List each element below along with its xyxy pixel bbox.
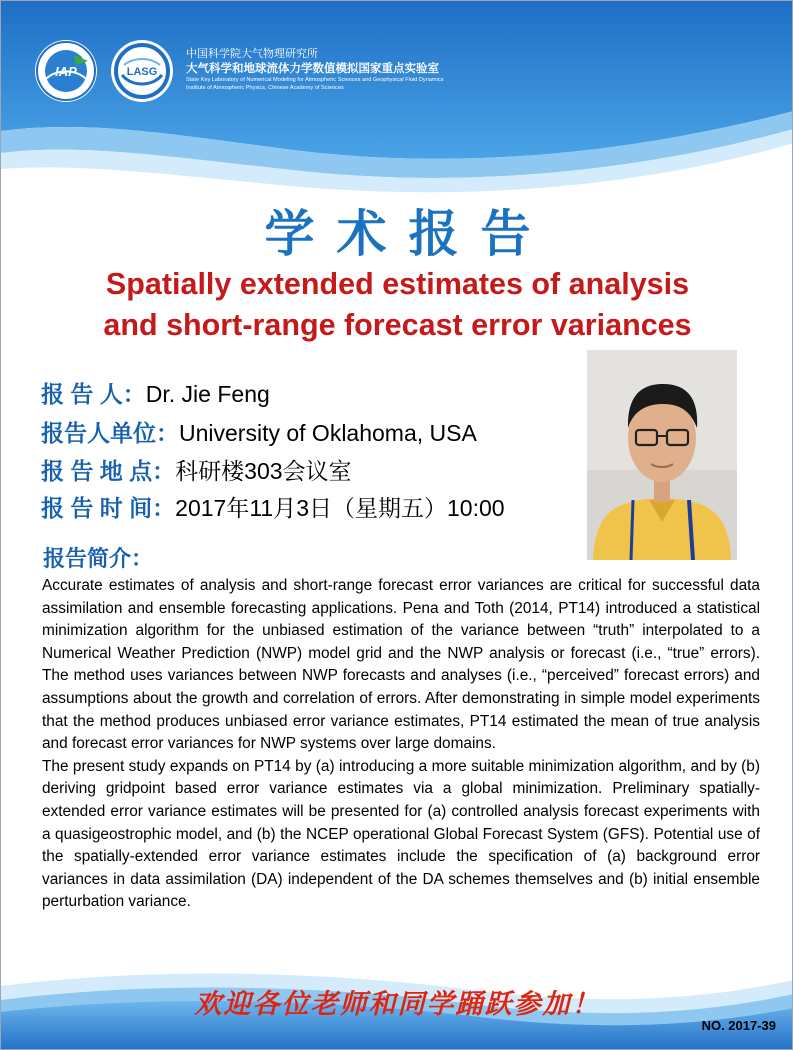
affiliation-label: 报告人单位： [41,420,179,446]
welcome-message: 欢迎各位老师和同学踊跃参加！ [194,989,601,1020]
abstract-body [42,575,760,914]
time-label: 报 告 时 间： [41,495,176,521]
location-value: 科研楼303会议室 [175,458,352,484]
affiliation-value: University of Oklahoma, USA [179,420,477,446]
institute-name-cas: 中国科学院大气物理研究所 [186,48,318,60]
speaker-value: Dr. Jie Feng [145,381,270,407]
lasg-logo-text: LASG [126,66,158,78]
time-row [41,490,505,523]
speaker-label: 报 告 人： [41,381,146,407]
affiliation-row [41,415,477,448]
iap-logo-icon [34,39,98,103]
iap-logo-text: IAP [55,64,77,79]
abstract-paragraph-2: The present study expands on PT14 by (a) introducing a more suitable minimization algorithm, and by (b) deriving gridpoint based error variance estimates via a global minimization. Preliminary spatially-extended error variance estimates will be presented for (a) controlled analysis forecast experiments with a quasigeostrophic model, and (b) the NCEP operational Global Forecast System (GFS). Potential use of the spatially-extended error variance estimates include the specification of (a) background error variances in data assimilation (DA) independent of the DA schemes themselves and (b) initial ensemble perturbation variance. [42,757,760,911]
location-label: 报 告 地 点： [41,458,176,484]
talk-title-line2: and short-range forecast error variances [103,308,692,342]
poster-number: NO. 2017-39 [701,1018,776,1033]
location-row [41,453,352,486]
lasg-logo-icon [110,39,174,103]
institute-name-lasg: 大气科学和地球流体力学数值模拟国家重点实验室 [186,63,439,75]
institute-name-english-line2: Institute of Atmospheric Physics, Chinese Academy of Sciences [186,85,344,91]
abstract-paragraph-1: Accurate estimates of analysis and short-range forecast error variances are critical for successful data assimilation and ensemble forecasting applications. Pena and Toth (2014, PT14) introduced a statistical minimization algorithm for the unbiased estimation of the variance between “truth” interpolated to a Numerical Weather Prediction (NWP) model grid and the NWP analysis or forecast (i.e., “true” errors). The method uses variances between NWP forecasts and analyses (i.e., “perceived” forecast errors) and assumptions about the growth and correlation of errors. After demonstrating in simple model experiments that the method produces unbiased error variance estimates, PT14 estimated the mean of true analysis and forecast error variances for NWP systems over large domains. [42,577,760,753]
academic-report-banner: 学术报告 [264,204,553,263]
abstract-label: 报告简介： [43,546,154,571]
speaker-photo [587,350,737,560]
speaker-row [41,376,270,409]
talk-title-line1: Spatially extended estimates of analysis [105,267,690,301]
time-value: 2017年11月3日（星期五）10:00 [175,495,505,521]
institute-name-english-line1: State Key Laboratory of Numerical Modeling for Atmospheric Sciences and Geophysical Fluid Dynamics [186,77,444,83]
